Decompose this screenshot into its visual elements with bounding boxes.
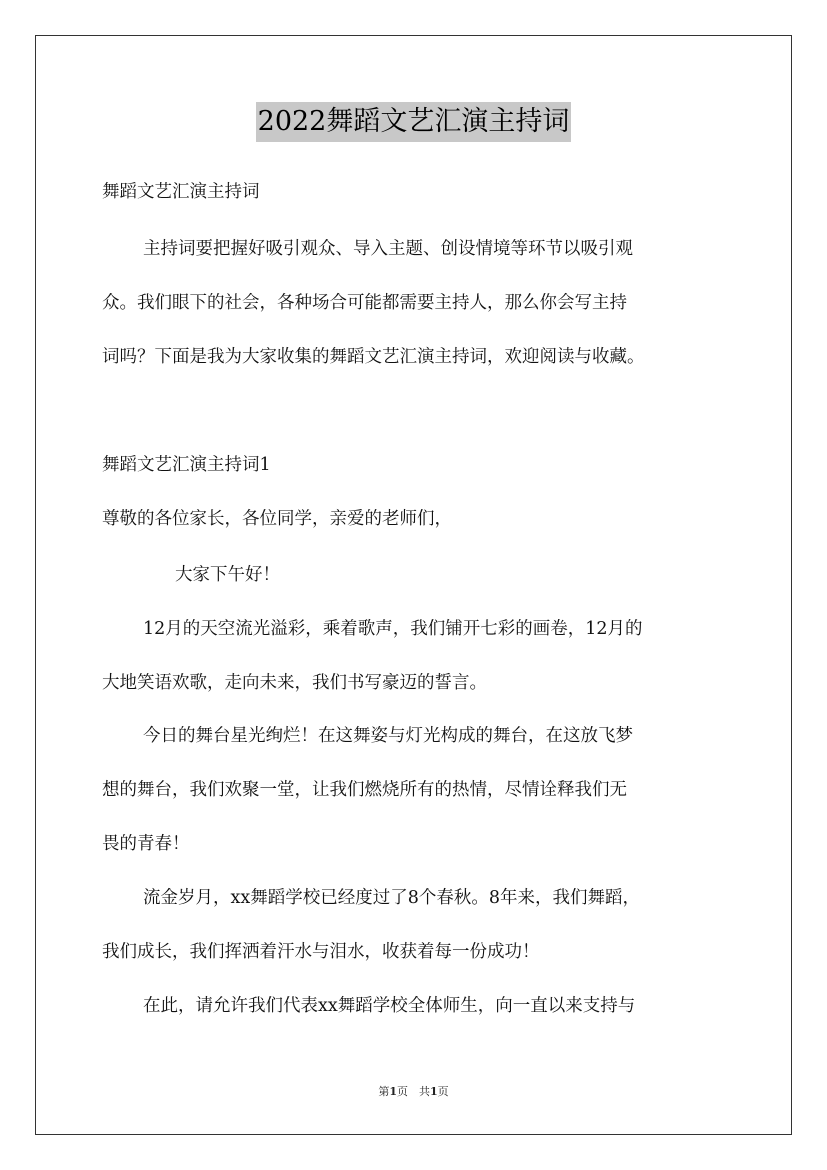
footer-total-pages: 1 — [430, 1085, 438, 1098]
intro-line-2: 众。我们眼下的社会，各种场合可能都需要主持人，那么你会写主持 — [102, 293, 627, 313]
para4-line-1: 在此，请允许我们代表xx舞蹈学校全体师生，向一直以来支持与 — [143, 996, 636, 1016]
footer-prefix: 第 — [378, 1085, 390, 1098]
greeting-2: 大家下午好！ — [175, 565, 280, 585]
footer-mid: 页 共 — [397, 1085, 430, 1098]
para1-line-1: 12月的天空流光溢彩，乘着歌声，我们铺开七彩的画卷，12月的 — [143, 619, 643, 639]
footer-suffix: 页 — [437, 1085, 449, 1098]
para1-line-2: 大地笑语欢歌，走向未来，我们书写豪迈的誓言。 — [102, 673, 487, 693]
para2-line-3: 畏的青春！ — [102, 834, 190, 854]
subtitle: 舞蹈文艺汇演主持词 — [102, 182, 260, 202]
title-container — [0, 102, 827, 142]
para3-line-1: 流金岁月，xx舞蹈学校已经度过了8个春秋。8年来，我们舞蹈， — [143, 888, 641, 908]
document-title: 2022舞蹈文艺汇演主持词 — [256, 102, 572, 142]
intro-line-1: 主持词要把握好吸引观众、导入主题、创设情境等环节以吸引观 — [143, 239, 633, 259]
intro-line-3: 词吗？下面是我为大家收集的舞蹈文艺汇演主持词，欢迎阅读与收藏。 — [102, 347, 645, 367]
para2-line-2: 想的舞台，我们欢聚一堂，让我们燃烧所有的热情，尽情诠释我们无 — [102, 780, 627, 800]
page-footer — [0, 1085, 827, 1099]
section-heading: 舞蹈文艺汇演主持词1 — [102, 455, 271, 475]
footer-current-page: 1 — [389, 1085, 397, 1098]
para3-line-2: 我们成长，我们挥洒着汗水与泪水，收获着每一份成功！ — [102, 942, 540, 962]
greeting: 尊敬的各位家长，各位同学，亲爱的老师们， — [102, 509, 452, 529]
para2-line-1: 今日的舞台星光绚烂！在这舞姿与灯光构成的舞台，在这放飞梦 — [143, 726, 633, 746]
